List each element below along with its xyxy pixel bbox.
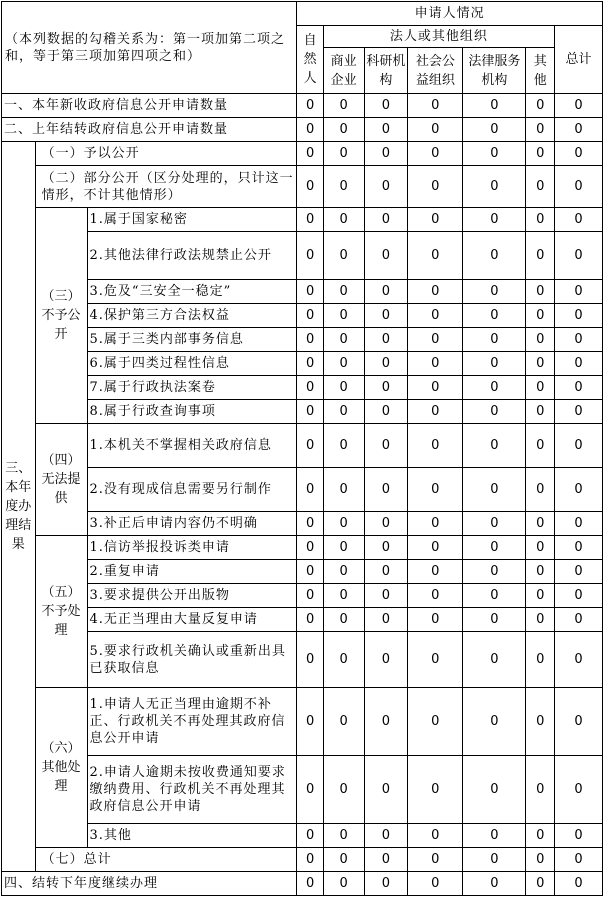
- value-cell: 0: [364, 824, 408, 848]
- value-cell: 0: [323, 756, 364, 824]
- value-cell: 0: [323, 824, 364, 848]
- table-row: [2, 536, 603, 560]
- value-cell: 0: [364, 632, 408, 688]
- value-cell: 0: [323, 94, 364, 118]
- table-row: [2, 424, 603, 468]
- value-cell: 0: [463, 632, 526, 688]
- value-cell: 0: [463, 142, 526, 166]
- value-cell: 0: [554, 688, 602, 756]
- section-3-label: 三、本年度办理结果: [2, 142, 36, 872]
- value-cell: 0: [463, 872, 526, 896]
- value-cell: 0: [408, 352, 463, 376]
- natural-person-header: 自然人: [297, 26, 323, 94]
- value-cell: 0: [408, 536, 463, 560]
- value-cell: 0: [364, 166, 408, 208]
- value-cell: 0: [408, 608, 463, 632]
- value-cell: 0: [463, 824, 526, 848]
- value-cell: 0: [323, 142, 364, 166]
- value-cell: 0: [463, 328, 526, 352]
- value-cell: 0: [297, 328, 323, 352]
- value-cell: 0: [297, 824, 323, 848]
- value-cell: 0: [554, 584, 602, 608]
- table-row: [2, 848, 603, 872]
- value-cell: 0: [297, 232, 323, 280]
- row-label: 1.本机关不掌握相关政府信息: [87, 424, 297, 468]
- row-label: 3.要求提供公开出版物: [87, 584, 297, 608]
- value-cell: 0: [554, 376, 602, 400]
- value-cell: 0: [526, 376, 555, 400]
- row-label: 1.申请人无正当理由逾期不补正、行政机关不再处理其政府信息公开申请: [87, 688, 297, 756]
- value-cell: 0: [526, 632, 555, 688]
- value-cell: 0: [364, 468, 408, 512]
- value-cell: 0: [364, 118, 408, 142]
- value-cell: 0: [323, 118, 364, 142]
- value-cell: 0: [364, 512, 408, 536]
- value-cell: 0: [408, 376, 463, 400]
- table-row: [2, 468, 603, 512]
- value-cell: 0: [408, 632, 463, 688]
- row-label: 1.属于国家秘密: [87, 208, 297, 232]
- total-header: 总计: [554, 26, 602, 94]
- value-cell: 0: [526, 142, 555, 166]
- value-cell: 0: [463, 512, 526, 536]
- value-cell: 0: [364, 352, 408, 376]
- value-cell: 0: [323, 280, 364, 304]
- group-label: （六）其他处理: [35, 688, 87, 848]
- value-cell: 0: [323, 352, 364, 376]
- value-cell: 0: [408, 688, 463, 756]
- value-cell: 0: [554, 824, 602, 848]
- value-cell: 0: [463, 608, 526, 632]
- table-row: [2, 304, 603, 328]
- value-cell: 0: [408, 756, 463, 824]
- value-cell: 0: [463, 400, 526, 424]
- value-cell: 0: [463, 584, 526, 608]
- value-cell: 0: [297, 94, 323, 118]
- row-label: 4.保护第三方合法权益: [87, 304, 297, 328]
- row-label: （二）部分公开（区分处理的，只计这一情形，不计其他情形）: [35, 166, 297, 208]
- value-cell: 0: [297, 848, 323, 872]
- value-cell: 0: [526, 328, 555, 352]
- row-label: 1.信访举报投诉类申请: [87, 536, 297, 560]
- table-row: [2, 166, 603, 208]
- value-cell: 0: [297, 352, 323, 376]
- social-header: 社会公益组织: [408, 48, 463, 94]
- value-cell: 0: [463, 468, 526, 512]
- research-header: 科研机构: [364, 48, 408, 94]
- table-row: [2, 608, 603, 632]
- value-cell: 0: [526, 536, 555, 560]
- value-cell: 0: [323, 512, 364, 536]
- value-cell: 0: [364, 304, 408, 328]
- value-cell: 0: [364, 536, 408, 560]
- value-cell: 0: [408, 584, 463, 608]
- value-cell: 0: [323, 632, 364, 688]
- table-row: [2, 118, 603, 142]
- value-cell: 0: [463, 536, 526, 560]
- value-cell: 0: [364, 424, 408, 468]
- value-cell: 0: [364, 142, 408, 166]
- table-row: [2, 512, 603, 536]
- value-cell: 0: [323, 232, 364, 280]
- value-cell: 0: [323, 688, 364, 756]
- value-cell: 0: [554, 468, 602, 512]
- value-cell: 0: [526, 352, 555, 376]
- value-cell: 0: [554, 400, 602, 424]
- table-row: [2, 824, 603, 848]
- row-label: 7.属于行政执法案卷: [87, 376, 297, 400]
- row-label: 四、结转下年度继续办理: [2, 872, 297, 896]
- value-cell: 0: [297, 280, 323, 304]
- value-cell: 0: [408, 872, 463, 896]
- table-row: [2, 352, 603, 376]
- row-label: 3.危及“三安全一稳定”: [87, 280, 297, 304]
- value-cell: 0: [463, 688, 526, 756]
- value-cell: 0: [323, 560, 364, 584]
- value-cell: 0: [526, 304, 555, 328]
- value-cell: 0: [297, 632, 323, 688]
- value-cell: 0: [554, 208, 602, 232]
- value-cell: 0: [463, 424, 526, 468]
- value-cell: 0: [526, 232, 555, 280]
- value-cell: 0: [526, 118, 555, 142]
- row-label: 8.属于行政查询事项: [87, 400, 297, 424]
- value-cell: 0: [554, 632, 602, 688]
- value-cell: 0: [323, 208, 364, 232]
- value-cell: 0: [323, 536, 364, 560]
- value-cell: 0: [297, 468, 323, 512]
- value-cell: 0: [408, 328, 463, 352]
- row-label: 3.其他: [87, 824, 297, 848]
- value-cell: 0: [364, 560, 408, 584]
- value-cell: 0: [554, 328, 602, 352]
- value-cell: 0: [297, 608, 323, 632]
- legal-org-header: 法人或其他组织: [323, 26, 554, 48]
- row-label: 一、本年新收政府信息公开申请数量: [2, 94, 297, 118]
- value-cell: 0: [408, 166, 463, 208]
- value-cell: 0: [364, 688, 408, 756]
- value-cell: 0: [364, 280, 408, 304]
- group-label: （三）不予公开: [35, 208, 87, 424]
- table-row: [2, 232, 603, 280]
- legal-service-header: 法律服务机构: [463, 48, 526, 94]
- value-cell: 0: [408, 824, 463, 848]
- row-label: 2.申请人逾期未按收费通知要求缴纳费用、行政机关不再处理其政府信息公开申请: [87, 756, 297, 824]
- row-label: 4.无正当理由大量反复申请: [87, 608, 297, 632]
- value-cell: 0: [463, 756, 526, 824]
- value-cell: 0: [297, 166, 323, 208]
- table-row: [2, 872, 603, 896]
- value-cell: 0: [526, 400, 555, 424]
- value-cell: 0: [554, 872, 602, 896]
- table-row: [2, 208, 603, 232]
- commercial-header: 商业企业: [323, 48, 364, 94]
- value-cell: 0: [554, 424, 602, 468]
- value-cell: 0: [297, 424, 323, 468]
- value-cell: 0: [323, 584, 364, 608]
- value-cell: 0: [408, 208, 463, 232]
- value-cell: 0: [463, 166, 526, 208]
- value-cell: 0: [323, 608, 364, 632]
- value-cell: 0: [463, 94, 526, 118]
- value-cell: 0: [297, 142, 323, 166]
- value-cell: 0: [364, 400, 408, 424]
- value-cell: 0: [408, 848, 463, 872]
- value-cell: 0: [463, 376, 526, 400]
- value-cell: 0: [526, 468, 555, 512]
- value-cell: 0: [364, 848, 408, 872]
- value-cell: 0: [554, 848, 602, 872]
- value-cell: 0: [297, 688, 323, 756]
- value-cell: 0: [463, 280, 526, 304]
- other-header: 其他: [526, 48, 555, 94]
- value-cell: 0: [364, 756, 408, 824]
- value-cell: 0: [526, 688, 555, 756]
- row-label: 6.属于四类过程性信息: [87, 352, 297, 376]
- value-cell: 0: [323, 166, 364, 208]
- value-cell: 0: [526, 608, 555, 632]
- column-note: （本列数据的勾稽关系为：第一项加第二项之和，等于第三项加第四项之和）: [2, 2, 297, 94]
- table-row: [2, 688, 603, 756]
- value-cell: 0: [297, 376, 323, 400]
- group-label: （四）无法提供: [35, 424, 87, 536]
- value-cell: 0: [297, 584, 323, 608]
- value-cell: 0: [364, 608, 408, 632]
- applicant-header: 申请人情况: [297, 2, 603, 26]
- value-cell: 0: [297, 872, 323, 896]
- value-cell: 0: [297, 304, 323, 328]
- table-row: [2, 560, 603, 584]
- row-label: 2.重复申请: [87, 560, 297, 584]
- value-cell: 0: [554, 280, 602, 304]
- value-cell: 0: [297, 208, 323, 232]
- value-cell: 0: [526, 512, 555, 536]
- table-row: [2, 142, 603, 166]
- value-cell: 0: [408, 560, 463, 584]
- row-label: （七）总计: [35, 848, 297, 872]
- value-cell: 0: [408, 118, 463, 142]
- value-cell: 0: [554, 756, 602, 824]
- value-cell: 0: [364, 232, 408, 280]
- value-cell: 0: [526, 94, 555, 118]
- value-cell: 0: [554, 118, 602, 142]
- value-cell: 0: [554, 560, 602, 584]
- value-cell: 0: [323, 424, 364, 468]
- table-row: [2, 756, 603, 824]
- value-cell: 0: [408, 304, 463, 328]
- value-cell: 0: [463, 352, 526, 376]
- table-row: [2, 632, 603, 688]
- value-cell: 0: [554, 142, 602, 166]
- value-cell: 0: [364, 872, 408, 896]
- value-cell: 0: [526, 424, 555, 468]
- table-row: [2, 94, 603, 118]
- value-cell: 0: [408, 424, 463, 468]
- value-cell: 0: [364, 94, 408, 118]
- value-cell: 0: [364, 208, 408, 232]
- value-cell: 0: [526, 560, 555, 584]
- value-cell: 0: [526, 208, 555, 232]
- table-row: [2, 376, 603, 400]
- value-cell: 0: [554, 166, 602, 208]
- value-cell: 0: [297, 118, 323, 142]
- value-cell: 0: [323, 304, 364, 328]
- value-cell: 0: [408, 468, 463, 512]
- row-label: 2.其他法律行政法规禁止公开: [87, 232, 297, 280]
- value-cell: 0: [297, 756, 323, 824]
- value-cell: 0: [526, 280, 555, 304]
- value-cell: 0: [463, 848, 526, 872]
- value-cell: 0: [408, 142, 463, 166]
- value-cell: 0: [297, 560, 323, 584]
- info-disclosure-table: [1, 1, 603, 896]
- value-cell: 0: [554, 94, 602, 118]
- value-cell: 0: [554, 536, 602, 560]
- table-row: [2, 280, 603, 304]
- value-cell: 0: [526, 824, 555, 848]
- row-label: 5.要求行政机关确认或重新出具已获取信息: [87, 632, 297, 688]
- value-cell: 0: [408, 512, 463, 536]
- value-cell: 0: [526, 848, 555, 872]
- value-cell: 0: [554, 304, 602, 328]
- value-cell: 0: [526, 872, 555, 896]
- value-cell: 0: [323, 872, 364, 896]
- value-cell: 0: [297, 536, 323, 560]
- table-row: [2, 400, 603, 424]
- value-cell: 0: [463, 208, 526, 232]
- table-row: [2, 584, 603, 608]
- table-row: [2, 328, 603, 352]
- value-cell: 0: [364, 584, 408, 608]
- group-label: （五）不予处理: [35, 536, 87, 688]
- value-cell: 0: [554, 352, 602, 376]
- value-cell: 0: [323, 376, 364, 400]
- value-cell: 0: [323, 468, 364, 512]
- row-label: 3.补正后申请内容仍不明确: [87, 512, 297, 536]
- value-cell: 0: [526, 166, 555, 208]
- value-cell: 0: [526, 756, 555, 824]
- row-label: （一）予以公开: [35, 142, 297, 166]
- value-cell: 0: [526, 584, 555, 608]
- value-cell: 0: [408, 280, 463, 304]
- value-cell: 0: [463, 232, 526, 280]
- value-cell: 0: [323, 848, 364, 872]
- value-cell: 0: [463, 118, 526, 142]
- value-cell: 0: [408, 400, 463, 424]
- value-cell: 0: [554, 608, 602, 632]
- row-label: 二、上年结转政府信息公开申请数量: [2, 118, 297, 142]
- value-cell: 0: [297, 512, 323, 536]
- value-cell: 0: [463, 560, 526, 584]
- value-cell: 0: [323, 400, 364, 424]
- value-cell: 0: [554, 512, 602, 536]
- row-label: 5.属于三类内部事务信息: [87, 328, 297, 352]
- value-cell: 0: [408, 232, 463, 280]
- value-cell: 0: [408, 94, 463, 118]
- value-cell: 0: [554, 232, 602, 280]
- value-cell: 0: [463, 304, 526, 328]
- value-cell: 0: [297, 400, 323, 424]
- value-cell: 0: [364, 376, 408, 400]
- row-label: 2.没有现成信息需要另行制作: [87, 468, 297, 512]
- value-cell: 0: [323, 328, 364, 352]
- value-cell: 0: [364, 328, 408, 352]
